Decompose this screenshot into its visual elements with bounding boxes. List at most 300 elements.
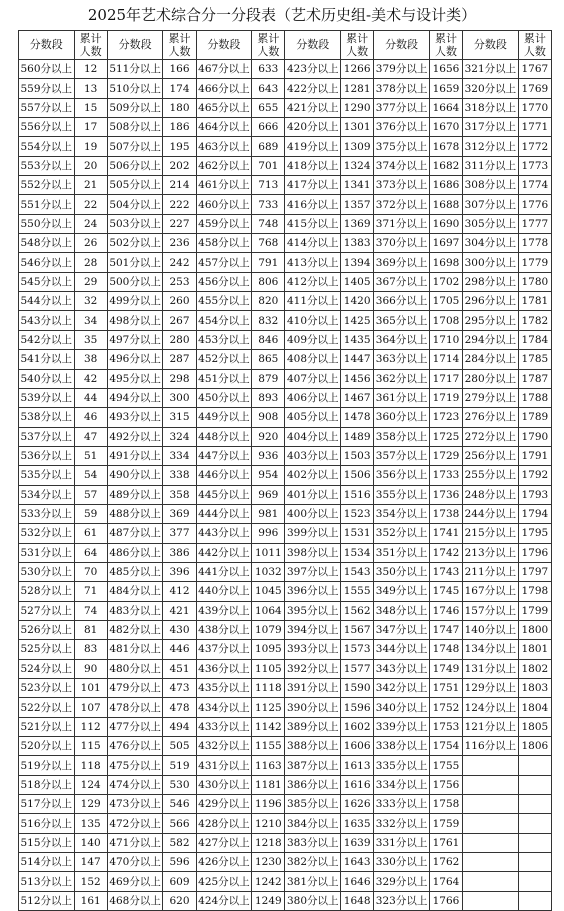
score-cell: 542分以上 bbox=[19, 330, 75, 349]
score-cell: 470分以上 bbox=[107, 853, 163, 872]
count-cell: 1659 bbox=[429, 79, 462, 98]
header-cumulative-label: 累计 bbox=[434, 32, 457, 45]
count-cell: 1749 bbox=[429, 659, 462, 678]
score-cell: 375分以上 bbox=[374, 137, 430, 156]
count-cell: 1752 bbox=[429, 698, 462, 717]
table-row bbox=[19, 737, 552, 756]
score-cell: 393分以上 bbox=[285, 640, 341, 659]
count-cell: 1467 bbox=[341, 388, 374, 407]
count-cell: 1590 bbox=[341, 679, 374, 698]
score-cell: 519分以上 bbox=[19, 756, 75, 775]
count-cell: 46 bbox=[74, 408, 107, 427]
count-cell: 34 bbox=[74, 311, 107, 330]
count-cell: 1806 bbox=[518, 737, 551, 756]
score-cell bbox=[463, 795, 519, 814]
score-cell: 385分以上 bbox=[285, 795, 341, 814]
count-cell: 1567 bbox=[341, 620, 374, 639]
score-cell: 520分以上 bbox=[19, 737, 75, 756]
count-cell: 152 bbox=[74, 872, 107, 891]
count-cell: 1577 bbox=[341, 659, 374, 678]
count-cell bbox=[518, 872, 551, 891]
count-cell: 1790 bbox=[518, 427, 551, 446]
score-cell: 463分以上 bbox=[196, 137, 252, 156]
count-cell: 1064 bbox=[252, 601, 285, 620]
header-cumulative-label: 累计 bbox=[168, 32, 191, 45]
header-cumulative-label: 累计 bbox=[523, 32, 546, 45]
table-row bbox=[19, 176, 552, 195]
score-cell: 167分以上 bbox=[463, 582, 519, 601]
table-row bbox=[19, 891, 552, 910]
score-cell bbox=[463, 833, 519, 852]
count-cell: 1425 bbox=[341, 311, 374, 330]
count-cell: 1805 bbox=[518, 717, 551, 736]
count-cell: 1802 bbox=[518, 659, 551, 678]
score-cell: 437分以上 bbox=[196, 640, 252, 659]
score-cell: 559分以上 bbox=[19, 79, 75, 98]
count-cell: 1741 bbox=[429, 524, 462, 543]
score-cell: 528分以上 bbox=[19, 582, 75, 601]
score-cell: 338分以上 bbox=[374, 737, 430, 756]
score-cell: 343分以上 bbox=[374, 659, 430, 678]
count-cell: 1784 bbox=[518, 330, 551, 349]
count-cell: 280 bbox=[163, 330, 196, 349]
score-cell: 369分以上 bbox=[374, 253, 430, 272]
count-cell bbox=[518, 756, 551, 775]
count-cell: 1682 bbox=[429, 156, 462, 175]
score-cell: 374分以上 bbox=[374, 156, 430, 175]
score-cell: 456分以上 bbox=[196, 272, 252, 291]
count-cell: 655 bbox=[252, 98, 285, 117]
score-cell: 354分以上 bbox=[374, 504, 430, 523]
score-cell: 420分以上 bbox=[285, 118, 341, 137]
score-cell: 506分以上 bbox=[107, 156, 163, 175]
count-cell: 74 bbox=[74, 601, 107, 620]
count-cell: 768 bbox=[252, 234, 285, 253]
count-cell: 1764 bbox=[429, 872, 462, 891]
count-cell: 666 bbox=[252, 118, 285, 137]
count-cell: 22 bbox=[74, 195, 107, 214]
score-cell: 272分以上 bbox=[463, 427, 519, 446]
score-cell: 339分以上 bbox=[374, 717, 430, 736]
count-cell: 1643 bbox=[341, 853, 374, 872]
count-cell: 17 bbox=[74, 118, 107, 137]
count-cell: 1762 bbox=[429, 853, 462, 872]
count-cell: 369 bbox=[163, 504, 196, 523]
count-cell: 1506 bbox=[341, 466, 374, 485]
count-cell: 1456 bbox=[341, 369, 374, 388]
score-cell: 503分以上 bbox=[107, 214, 163, 233]
score-cell: 533分以上 bbox=[19, 504, 75, 523]
count-cell: 701 bbox=[252, 156, 285, 175]
count-cell: 1678 bbox=[429, 137, 462, 156]
table-row bbox=[19, 156, 552, 175]
count-cell: 620 bbox=[163, 891, 196, 910]
count-cell: 1079 bbox=[252, 620, 285, 639]
table-row bbox=[19, 795, 552, 814]
count-cell: 115 bbox=[74, 737, 107, 756]
count-cell: 300 bbox=[163, 388, 196, 407]
score-cell: 419分以上 bbox=[285, 137, 341, 156]
count-cell: 451 bbox=[163, 659, 196, 678]
count-cell: 473 bbox=[163, 679, 196, 698]
count-cell: 1705 bbox=[429, 292, 462, 311]
score-cell: 323分以上 bbox=[374, 891, 430, 910]
count-cell: 222 bbox=[163, 195, 196, 214]
score-cell: 415分以上 bbox=[285, 214, 341, 233]
score-cell: 504分以上 bbox=[107, 195, 163, 214]
score-cell: 495分以上 bbox=[107, 369, 163, 388]
count-cell: 260 bbox=[163, 292, 196, 311]
score-cell: 459分以上 bbox=[196, 214, 252, 233]
score-cell: 560分以上 bbox=[19, 60, 75, 79]
score-cell: 422分以上 bbox=[285, 79, 341, 98]
score-cell: 400分以上 bbox=[285, 504, 341, 523]
score-cell: 550分以上 bbox=[19, 214, 75, 233]
score-cell: 490分以上 bbox=[107, 466, 163, 485]
count-cell: 519 bbox=[163, 756, 196, 775]
score-cell: 363分以上 bbox=[374, 350, 430, 369]
score-cell: 501分以上 bbox=[107, 253, 163, 272]
score-cell: 449分以上 bbox=[196, 408, 252, 427]
score-cell: 476分以上 bbox=[107, 737, 163, 756]
score-cell: 458分以上 bbox=[196, 234, 252, 253]
table-row bbox=[19, 562, 552, 581]
count-cell: 101 bbox=[74, 679, 107, 698]
score-cell: 446分以上 bbox=[196, 466, 252, 485]
score-cell: 505分以上 bbox=[107, 176, 163, 195]
count-cell: 1118 bbox=[252, 679, 285, 698]
score-cell: 496分以上 bbox=[107, 350, 163, 369]
table-row bbox=[19, 485, 552, 504]
count-cell: 1341 bbox=[341, 176, 374, 195]
table-row bbox=[19, 60, 552, 79]
score-cell: 541分以上 bbox=[19, 350, 75, 369]
score-cell: 448分以上 bbox=[196, 427, 252, 446]
count-cell: 1555 bbox=[341, 582, 374, 601]
count-cell: 1670 bbox=[429, 118, 462, 137]
count-cell: 1688 bbox=[429, 195, 462, 214]
score-cell: 442分以上 bbox=[196, 543, 252, 562]
count-cell: 1777 bbox=[518, 214, 551, 233]
table-row bbox=[19, 717, 552, 736]
score-cell: 472分以上 bbox=[107, 814, 163, 833]
count-cell: 1729 bbox=[429, 446, 462, 465]
score-cell: 499分以上 bbox=[107, 292, 163, 311]
count-cell: 1755 bbox=[429, 756, 462, 775]
count-cell: 1774 bbox=[518, 176, 551, 195]
table-row bbox=[19, 446, 552, 465]
score-cell: 452分以上 bbox=[196, 350, 252, 369]
count-cell: 1664 bbox=[429, 98, 462, 117]
score-cell: 284分以上 bbox=[463, 350, 519, 369]
count-cell: 324 bbox=[163, 427, 196, 446]
count-cell: 1242 bbox=[252, 872, 285, 891]
score-cell: 360分以上 bbox=[374, 408, 430, 427]
count-cell: 81 bbox=[74, 620, 107, 639]
count-cell: 51 bbox=[74, 446, 107, 465]
score-cell: 140分以上 bbox=[463, 620, 519, 639]
score-cell: 279分以上 bbox=[463, 388, 519, 407]
score-cell: 552分以上 bbox=[19, 176, 75, 195]
count-cell: 64 bbox=[74, 543, 107, 562]
score-cell: 475分以上 bbox=[107, 756, 163, 775]
count-cell: 21 bbox=[74, 176, 107, 195]
score-cell: 157分以上 bbox=[463, 601, 519, 620]
count-cell: 1281 bbox=[341, 79, 374, 98]
count-cell: 1697 bbox=[429, 234, 462, 253]
score-cell: 366分以上 bbox=[374, 292, 430, 311]
score-cell bbox=[463, 872, 519, 891]
table-row bbox=[19, 272, 552, 291]
count-cell: 713 bbox=[252, 176, 285, 195]
count-cell: 267 bbox=[163, 311, 196, 330]
header-cumulative-count bbox=[518, 31, 551, 60]
score-cell: 394分以上 bbox=[285, 620, 341, 639]
count-cell: 1791 bbox=[518, 446, 551, 465]
count-cell: 1635 bbox=[341, 814, 374, 833]
score-cell: 390分以上 bbox=[285, 698, 341, 717]
score-cell: 460分以上 bbox=[196, 195, 252, 214]
count-cell: 936 bbox=[252, 446, 285, 465]
score-cell: 384分以上 bbox=[285, 814, 341, 833]
header-count-label: 人数 bbox=[346, 45, 369, 58]
count-cell: 59 bbox=[74, 504, 107, 523]
score-cell: 467分以上 bbox=[196, 60, 252, 79]
count-cell: 1778 bbox=[518, 234, 551, 253]
table-row bbox=[19, 427, 552, 446]
score-cell: 340分以上 bbox=[374, 698, 430, 717]
count-cell: 969 bbox=[252, 485, 285, 504]
score-cell: 358分以上 bbox=[374, 427, 430, 446]
count-cell: 32 bbox=[74, 292, 107, 311]
score-cell: 410分以上 bbox=[285, 311, 341, 330]
score-cell: 317分以上 bbox=[463, 118, 519, 137]
count-cell: 421 bbox=[163, 601, 196, 620]
score-cell: 371分以上 bbox=[374, 214, 430, 233]
score-distribution-table bbox=[18, 30, 552, 911]
table-row bbox=[19, 601, 552, 620]
count-cell: 1794 bbox=[518, 504, 551, 523]
count-cell: 298 bbox=[163, 369, 196, 388]
score-cell: 389分以上 bbox=[285, 717, 341, 736]
count-cell: 174 bbox=[163, 79, 196, 98]
count-cell: 1489 bbox=[341, 427, 374, 446]
count-cell: 338 bbox=[163, 466, 196, 485]
score-cell: 406分以上 bbox=[285, 388, 341, 407]
score-cell: 308分以上 bbox=[463, 176, 519, 195]
score-cell: 424分以上 bbox=[196, 891, 252, 910]
score-cell: 526分以上 bbox=[19, 620, 75, 639]
score-cell: 350分以上 bbox=[374, 562, 430, 581]
score-cell: 304分以上 bbox=[463, 234, 519, 253]
count-cell: 1032 bbox=[252, 562, 285, 581]
count-cell: 1767 bbox=[518, 60, 551, 79]
count-cell: 386 bbox=[163, 543, 196, 562]
score-cell: 131分以上 bbox=[463, 659, 519, 678]
count-cell: 1218 bbox=[252, 833, 285, 852]
score-cell: 436分以上 bbox=[196, 659, 252, 678]
table-row bbox=[19, 543, 552, 562]
score-cell: 364分以上 bbox=[374, 330, 430, 349]
table-row bbox=[19, 98, 552, 117]
count-cell: 1478 bbox=[341, 408, 374, 427]
count-cell: 478 bbox=[163, 698, 196, 717]
score-cell: 211分以上 bbox=[463, 562, 519, 581]
count-cell: 186 bbox=[163, 118, 196, 137]
score-cell: 333分以上 bbox=[374, 795, 430, 814]
count-cell: 1738 bbox=[429, 504, 462, 523]
table-row bbox=[19, 814, 552, 833]
score-cell: 511分以上 bbox=[107, 60, 163, 79]
table-row bbox=[19, 833, 552, 852]
count-cell: 1797 bbox=[518, 562, 551, 581]
score-cell: 215分以上 bbox=[463, 524, 519, 543]
score-cell: 347分以上 bbox=[374, 620, 430, 639]
score-cell: 538分以上 bbox=[19, 408, 75, 427]
count-cell: 1772 bbox=[518, 137, 551, 156]
score-cell: 373分以上 bbox=[374, 176, 430, 195]
count-cell: 1766 bbox=[429, 891, 462, 910]
score-cell: 544分以上 bbox=[19, 292, 75, 311]
count-cell: 530 bbox=[163, 775, 196, 794]
score-cell: 411分以上 bbox=[285, 292, 341, 311]
count-cell: 1801 bbox=[518, 640, 551, 659]
score-cell: 348分以上 bbox=[374, 601, 430, 620]
score-cell: 294分以上 bbox=[463, 330, 519, 349]
count-cell: 609 bbox=[163, 872, 196, 891]
score-cell: 543分以上 bbox=[19, 311, 75, 330]
score-cell: 530分以上 bbox=[19, 562, 75, 581]
score-cell: 473分以上 bbox=[107, 795, 163, 814]
count-cell: 1751 bbox=[429, 679, 462, 698]
count-cell: 1249 bbox=[252, 891, 285, 910]
count-cell: 1714 bbox=[429, 350, 462, 369]
table-row bbox=[19, 350, 552, 369]
count-cell: 1503 bbox=[341, 446, 374, 465]
score-cell: 121分以上 bbox=[463, 717, 519, 736]
count-cell bbox=[518, 775, 551, 794]
score-cell: 515分以上 bbox=[19, 833, 75, 852]
count-cell: 1800 bbox=[518, 620, 551, 639]
count-cell: 1573 bbox=[341, 640, 374, 659]
score-cell: 318分以上 bbox=[463, 98, 519, 117]
score-cell: 124分以上 bbox=[463, 698, 519, 717]
header-score-range: 分数段 bbox=[19, 31, 75, 60]
score-cell: 439分以上 bbox=[196, 601, 252, 620]
count-cell: 214 bbox=[163, 176, 196, 195]
count-cell: 35 bbox=[74, 330, 107, 349]
score-cell: 502分以上 bbox=[107, 234, 163, 253]
score-cell: 434分以上 bbox=[196, 698, 252, 717]
count-cell: 227 bbox=[163, 214, 196, 233]
count-cell: 1648 bbox=[341, 891, 374, 910]
count-cell: 446 bbox=[163, 640, 196, 659]
table-row bbox=[19, 872, 552, 891]
score-cell: 480分以上 bbox=[107, 659, 163, 678]
score-cell: 482分以上 bbox=[107, 620, 163, 639]
count-cell: 1301 bbox=[341, 118, 374, 137]
score-cell: 430分以上 bbox=[196, 775, 252, 794]
score-cell: 469分以上 bbox=[107, 872, 163, 891]
table-row bbox=[19, 775, 552, 794]
count-cell: 1804 bbox=[518, 698, 551, 717]
score-cell: 392分以上 bbox=[285, 659, 341, 678]
header-cumulative-label: 累计 bbox=[346, 32, 369, 45]
count-cell: 287 bbox=[163, 350, 196, 369]
count-cell: 1759 bbox=[429, 814, 462, 833]
count-cell: 689 bbox=[252, 137, 285, 156]
count-cell: 334 bbox=[163, 446, 196, 465]
count-cell: 633 bbox=[252, 60, 285, 79]
score-cell: 398分以上 bbox=[285, 543, 341, 562]
score-cell: 479分以上 bbox=[107, 679, 163, 698]
count-cell: 83 bbox=[74, 640, 107, 659]
score-cell: 497分以上 bbox=[107, 330, 163, 349]
score-cell: 455分以上 bbox=[196, 292, 252, 311]
count-cell: 1748 bbox=[429, 640, 462, 659]
header-count-label: 人数 bbox=[79, 45, 102, 58]
count-cell: 643 bbox=[252, 79, 285, 98]
score-cell: 548分以上 bbox=[19, 234, 75, 253]
count-cell: 954 bbox=[252, 466, 285, 485]
table-row bbox=[19, 524, 552, 543]
count-cell: 1596 bbox=[341, 698, 374, 717]
score-cell: 513分以上 bbox=[19, 872, 75, 891]
count-cell: 42 bbox=[74, 369, 107, 388]
header-count-label: 人数 bbox=[523, 45, 546, 58]
score-cell: 365分以上 bbox=[374, 311, 430, 330]
score-cell bbox=[463, 775, 519, 794]
score-cell: 421分以上 bbox=[285, 98, 341, 117]
count-cell: 135 bbox=[74, 814, 107, 833]
count-cell: 1779 bbox=[518, 253, 551, 272]
score-cell: 311分以上 bbox=[463, 156, 519, 175]
score-cell: 412分以上 bbox=[285, 272, 341, 291]
count-cell: 1516 bbox=[341, 485, 374, 504]
count-cell: 981 bbox=[252, 504, 285, 523]
table-row bbox=[19, 756, 552, 775]
score-cell: 382分以上 bbox=[285, 853, 341, 872]
score-cell: 427分以上 bbox=[196, 833, 252, 852]
header-score-range: 分数段 bbox=[463, 31, 519, 60]
score-cell: 428分以上 bbox=[196, 814, 252, 833]
table-row bbox=[19, 408, 552, 427]
count-cell: 1181 bbox=[252, 775, 285, 794]
table-row bbox=[19, 620, 552, 639]
count-cell: 596 bbox=[163, 853, 196, 872]
score-cell: 383分以上 bbox=[285, 833, 341, 852]
count-cell: 1531 bbox=[341, 524, 374, 543]
count-cell: 90 bbox=[74, 659, 107, 678]
score-cell: 387分以上 bbox=[285, 756, 341, 775]
score-cell: 468分以上 bbox=[107, 891, 163, 910]
score-cell bbox=[463, 814, 519, 833]
score-cell: 332分以上 bbox=[374, 814, 430, 833]
score-cell: 546分以上 bbox=[19, 253, 75, 272]
score-cell: 342分以上 bbox=[374, 679, 430, 698]
count-cell: 1756 bbox=[429, 775, 462, 794]
count-cell: 20 bbox=[74, 156, 107, 175]
score-cell: 457分以上 bbox=[196, 253, 252, 272]
count-cell: 195 bbox=[163, 137, 196, 156]
score-cell: 417分以上 bbox=[285, 176, 341, 195]
score-cell: 129分以上 bbox=[463, 679, 519, 698]
count-cell: 1383 bbox=[341, 234, 374, 253]
table-row bbox=[19, 504, 552, 523]
table-row bbox=[19, 253, 552, 272]
count-cell: 396 bbox=[163, 562, 196, 581]
score-cell: 553分以上 bbox=[19, 156, 75, 175]
